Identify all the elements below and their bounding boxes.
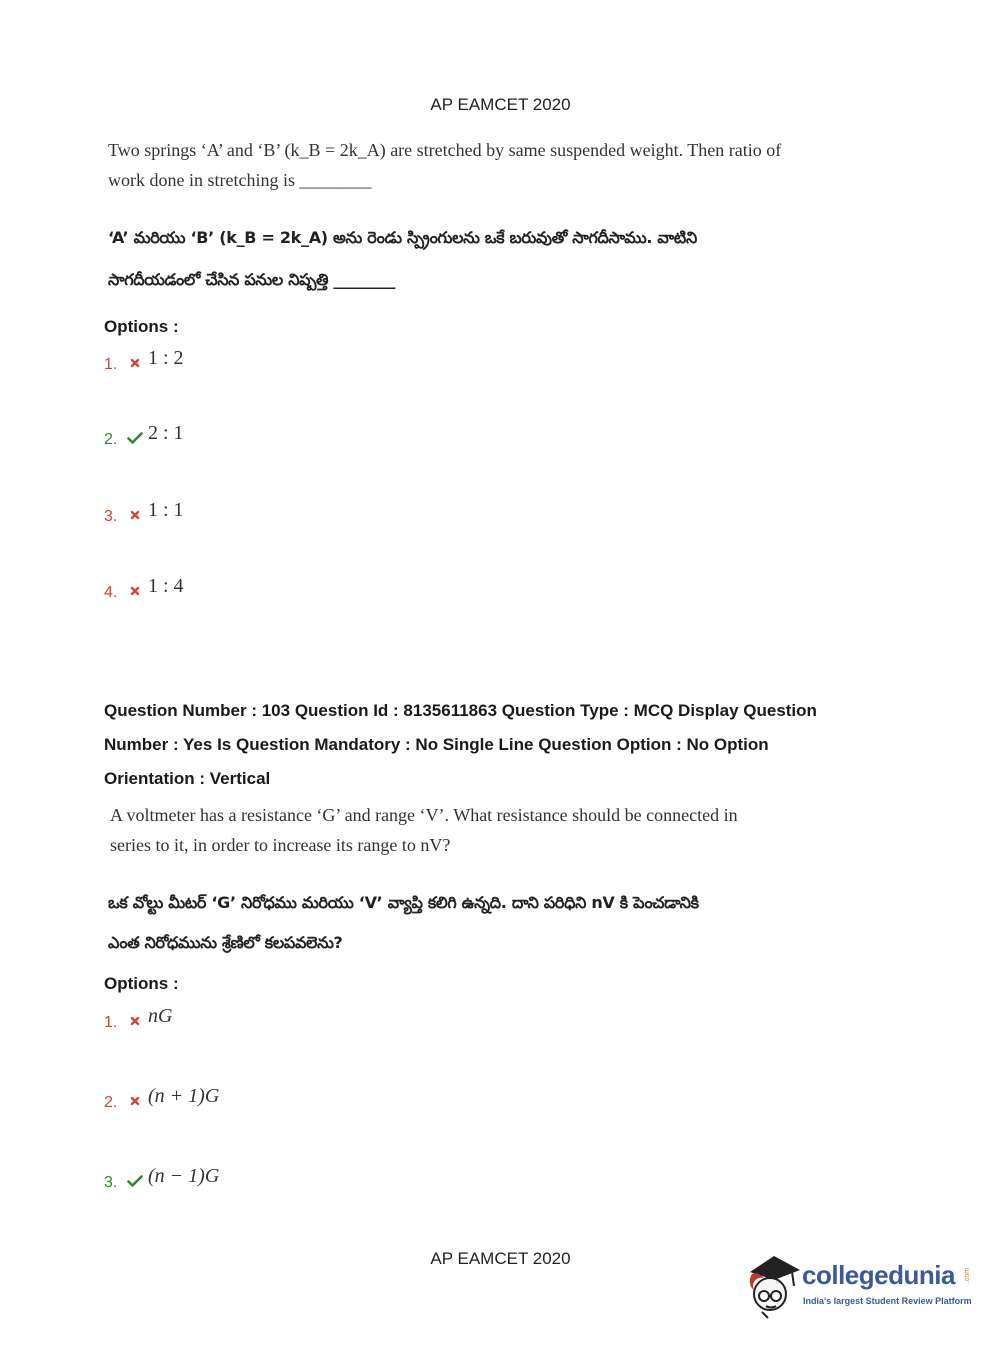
check-icon bbox=[126, 1175, 144, 1187]
logo-suffix: .com bbox=[964, 1267, 972, 1284]
option-value: 1 : 1 bbox=[148, 498, 184, 521]
page-footer: AP EAMCET 2020 bbox=[430, 1249, 571, 1268]
q2-option-2[interactable] bbox=[104, 1081, 219, 1111]
mascot-icon bbox=[744, 1250, 802, 1320]
q1-options-label: Options : bbox=[104, 317, 179, 336]
option-value: 1 : 2 bbox=[148, 346, 184, 369]
page-header: AP EAMCET 2020 bbox=[430, 95, 571, 114]
cross-icon bbox=[126, 586, 144, 596]
logo-tagline: India's largest Student Review Platform bbox=[803, 1296, 972, 1306]
q2-text-en-line1: A voltmeter has a resistance ‘G’ and range ‘V’. What resistance should be connected in bbox=[110, 805, 738, 825]
q1-text-te-line2: సాగదీయడంలో చేసిన పనుల నిష్పత్తి ________ bbox=[108, 270, 396, 289]
option-number: 1. bbox=[104, 356, 118, 373]
q2-option-1[interactable] bbox=[104, 1001, 172, 1031]
logo-name: collegedunia bbox=[802, 1260, 955, 1290]
q2-option-3[interactable] bbox=[104, 1161, 219, 1191]
q1-option-3[interactable] bbox=[104, 495, 184, 525]
option-number: 3. bbox=[104, 1174, 118, 1191]
q2-text-en-line2: series to it, in order to increase its range to nV? bbox=[110, 835, 451, 855]
option-number: 2. bbox=[104, 431, 118, 448]
option-value: (n − 1)G bbox=[148, 1164, 220, 1187]
option-number: 2. bbox=[104, 1094, 118, 1111]
collegedunia-logo[interactable] bbox=[744, 1250, 974, 1320]
option-number: 1. bbox=[104, 1014, 118, 1031]
q1-option-4[interactable] bbox=[104, 571, 184, 601]
q2-meta-line1: Question Number : 103 Question Id : 8135611863 Question Type : MCQ Display Question bbox=[104, 701, 817, 720]
option-value: nG bbox=[148, 1004, 173, 1027]
option-value: 2 : 1 bbox=[148, 421, 184, 444]
cross-icon bbox=[126, 358, 144, 368]
option-value: (n + 1)G bbox=[148, 1084, 220, 1107]
cross-icon bbox=[126, 510, 144, 520]
q2-text-te-line2: ఎంత నిరోధమును శ్రేణిలో కలపవలెను? bbox=[108, 933, 343, 952]
q2-text-te-line1: ఒక వోల్టు మీటర్ ‘G’ నిరోధము మరియు ‘V’ వ్యాప్తి కలిగి ఉన్నది. దాని పరిధిని nV కి పెంచడానికి bbox=[108, 893, 699, 912]
q1-text-en-line2: work done in stretching is ________ bbox=[108, 170, 372, 190]
cross-icon bbox=[126, 1096, 144, 1106]
option-value: 1 : 4 bbox=[148, 574, 184, 597]
q1-option-1[interactable] bbox=[104, 343, 184, 373]
q1-text-te-line1: ‘A’ మరియు ‘B’ (k_B = 2k_A) అను రెండు స్ప్రింగులను ఒకే బరువుతో సాగదీసాము. వాటిని bbox=[108, 228, 697, 247]
cross-icon bbox=[126, 1016, 144, 1026]
q2-options-label: Options : bbox=[104, 974, 179, 993]
q2-meta-line3: Orientation : Vertical bbox=[104, 769, 271, 788]
q1-option-2[interactable] bbox=[104, 418, 184, 448]
q1-text-en-line1: Two springs ‘A’ and ‘B’ (k_B = 2k_A) are stretched by same suspended weight. Then ratio of bbox=[108, 140, 782, 160]
option-number: 3. bbox=[104, 508, 118, 525]
option-number: 4. bbox=[104, 584, 118, 601]
q2-meta-line2: Number : Yes Is Question Mandatory : No Single Line Question Option : No Option bbox=[104, 735, 769, 754]
check-icon bbox=[126, 432, 144, 444]
